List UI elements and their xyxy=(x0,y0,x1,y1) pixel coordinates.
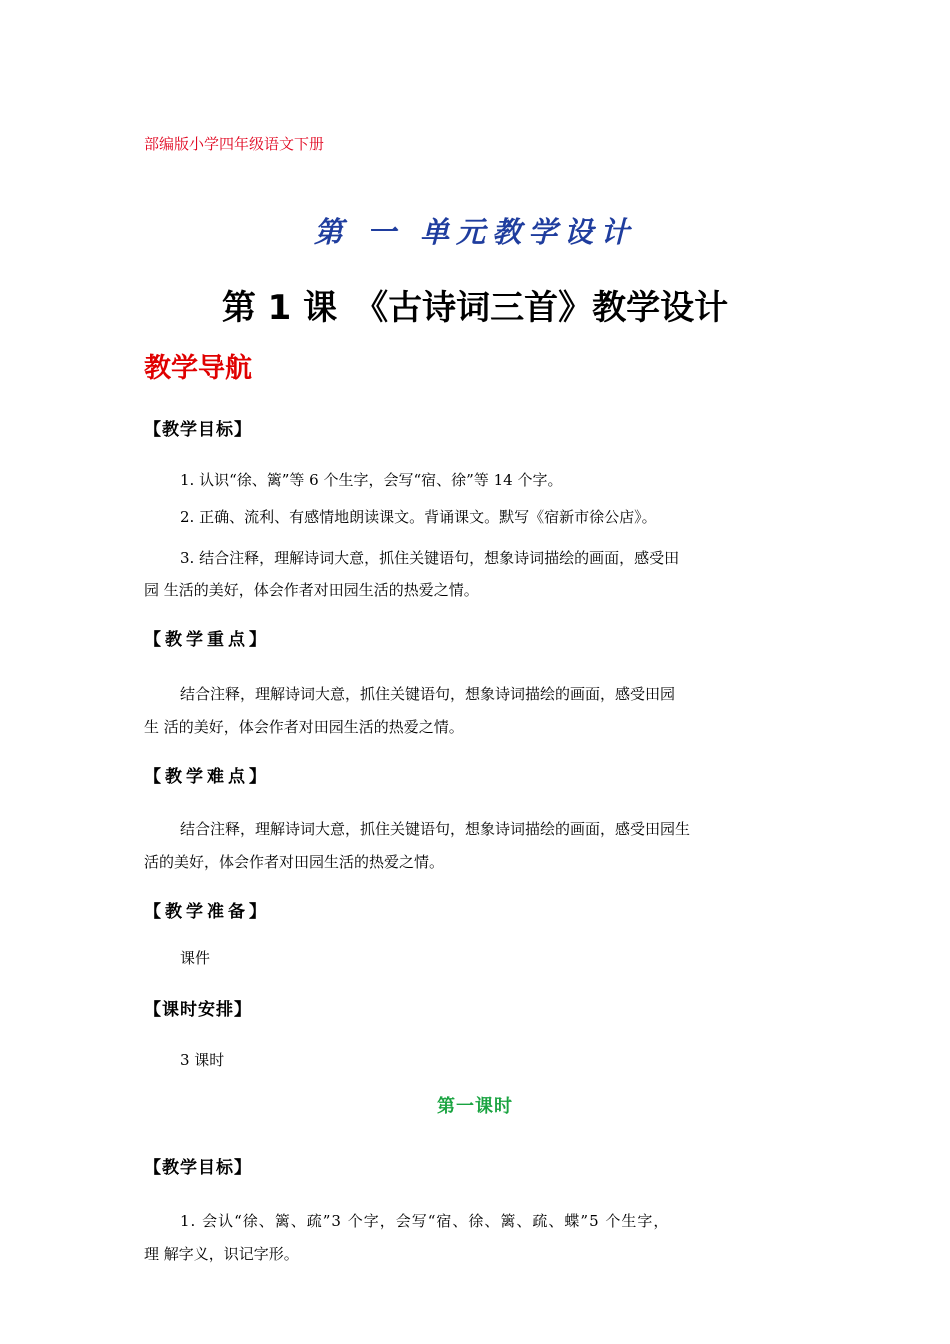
goal-item-1: 1. 认识“徐、篱”等 6 个生字，会写“宿、徐”等 14 个字。 xyxy=(180,471,563,489)
key-points-line-1: 结合注释，理解诗词大意，抓住关键语句，想象诗词描绘的画面，感受田园 xyxy=(180,685,676,703)
unit-title: 第 一 单元教学设计 xyxy=(313,215,637,249)
preparation-text: 课件 xyxy=(180,949,211,967)
period-one-title: 第一课时 xyxy=(437,1096,513,1117)
lesson-title: 第 1 课 《古诗词三首》教学设计 xyxy=(221,288,729,328)
period-one-goal-line-2: 理 解字义，识记字形。 xyxy=(144,1245,299,1263)
heading-preparation: 【教学准备】 xyxy=(144,902,270,922)
header-note: 部编版小学四年级语文下册 xyxy=(144,135,325,153)
goal-item-3: 3. 结合注释，理解诗词大意，抓住关键语句，想象诗词描绘的画面，感受田 xyxy=(180,549,680,567)
difficulties-line-2: 活的美好，体会作者对田园生活的热爱之情。 xyxy=(144,853,445,871)
goal-item-2: 2. 正确、流利、有感情地朗读课文。背诵课文。默写《宿新市徐公店》。 xyxy=(180,508,657,526)
heading-key-points: 【教学重点】 xyxy=(144,630,270,650)
section-heading-teaching-guide: 教学导航 xyxy=(144,353,252,384)
heading-period-one-goals: 【教学目标】 xyxy=(144,1158,252,1178)
period-one-goal-line-1: 1. 会认“徐、篱、疏”3 个字，会写“宿、徐、篱、疏、蝶”5 个生字， xyxy=(180,1212,670,1230)
goal-item-3-continued: 园 生活的美好，体会作者对田园生活的热爱之情。 xyxy=(144,581,479,599)
key-points-line-2: 生 活的美好，体会作者对田园生活的热爱之情。 xyxy=(144,718,464,736)
heading-teaching-goals: 【教学目标】 xyxy=(144,420,252,440)
heading-difficulties: 【教学难点】 xyxy=(144,767,270,787)
schedule-text: 3 课时 xyxy=(180,1051,225,1069)
difficulties-line-1: 结合注释，理解诗词大意，抓住关键语句，想象诗词描绘的画面，感受田园生 xyxy=(180,820,691,838)
heading-schedule: 【课时安排】 xyxy=(144,1000,252,1020)
